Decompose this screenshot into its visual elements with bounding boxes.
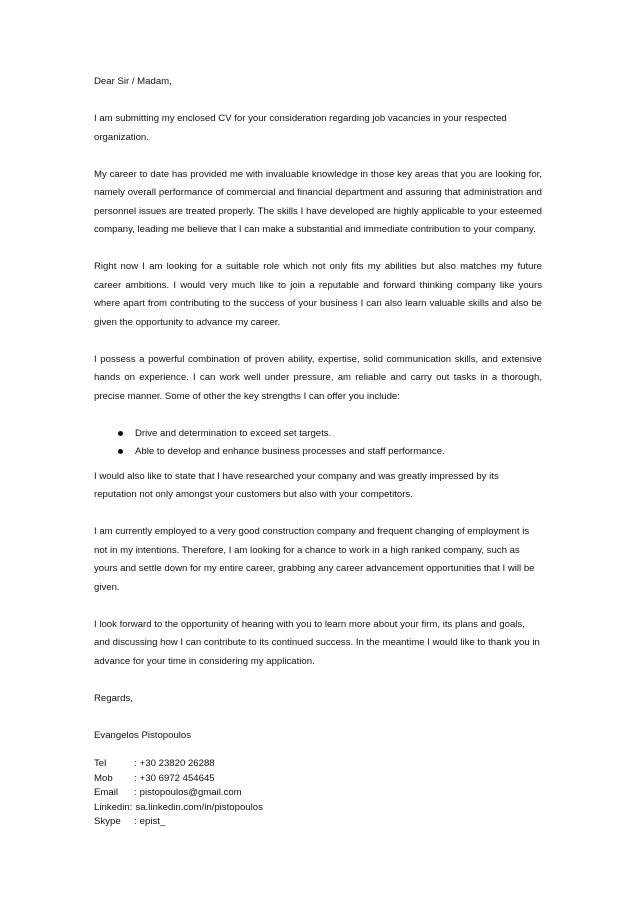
contact-value: +30 23820 26288 [139, 758, 215, 769]
paragraph-research: I would also like to state that I have researched your company and was greatly impressed by its reputation not only amongst your customers but also with your competitors. [94, 470, 499, 500]
contact-label: Linkedin [94, 801, 130, 813]
cover-letter [94, 73, 542, 830]
contact-row-mob [94, 772, 542, 787]
contact-label: Tel [94, 758, 107, 769]
contact-colon: : [134, 816, 137, 828]
contact-label: Skype [94, 816, 121, 828]
closing: Regards, [94, 692, 133, 704]
contact-row-email [94, 786, 542, 801]
contact-details [94, 757, 542, 830]
contact-value: pistopoulos@gmail.com [139, 787, 242, 799]
contact-row-skype [94, 815, 542, 830]
strengths-list [94, 425, 542, 462]
salutation: Dear Sir / Madam, [94, 76, 172, 87]
list-item [94, 425, 542, 444]
contact-label: Email [94, 787, 118, 799]
contact-colon: : [129, 801, 133, 813]
contact-row-tel [94, 757, 542, 772]
bullet-icon [118, 449, 123, 454]
list-item [94, 443, 542, 462]
paragraph-employment: I am currently employed to a very good construction company and frequent changing of employment is not in my intentions. Therefore, I am looking for a chance to work in a high ranked company, such as yours and settle down for my entire career, grabbing any career advancement opportunities that I will be given. [94, 526, 535, 593]
contact-value: sa.linkedin.com/in/pistopoulos [135, 801, 263, 813]
list-item-text: Able to develop and enhance business processes and staff performance. [135, 446, 445, 457]
paragraph-ambitions: Right now I am looking for a suitable role which not only fits my abilities but also matches my future career ambitions. I would very much like to join a reputable and forward thinking company like yours where apart from contributing to the success of your business I can also learn valuable skills and also be given the opportunity to advance my career. [94, 261, 542, 328]
list-item-text: Drive and determination to exceed set targets. [135, 427, 332, 439]
contact-colon: : [134, 758, 137, 769]
contact-label: Mob [94, 772, 113, 784]
contact-colon: : [134, 772, 137, 784]
bullet-icon [118, 431, 123, 436]
contact-value: +30 6972 454645 [139, 772, 215, 784]
signature: Evangelos Pistopoulos [94, 729, 192, 741]
paragraph-career: My career to date has provided me with invaluable knowledge in those key areas that you are looking for, namely overall performance of commercial and financial department and assuring that administration and personnel issues are treated properly. The skills I have developed are highly applicable to your esteemed company, leading me believe that I can make a substantial and immediate contribution to your company. [94, 168, 542, 235]
paragraph-closing-remarks: I look forward to the opportunity of hearing with you to learn more about your firm, its plans and goals, and discussing how I can contribute to its continued success. In the meantime I would like to thank you in advance for your time in considering my application. [94, 618, 540, 667]
contact-value: epist_ [139, 816, 166, 828]
contact-colon: : [134, 787, 137, 799]
paragraph-skills: I possess a powerful combination of proven ability, expertise, solid communication skills, and extensive hands on experience. I can work well under pressure, am reliable and carry out tasks in a thorough, precise manner. Some of other the key strengths I can offer you include: [94, 353, 542, 402]
paragraph-intro: I am submitting my enclosed CV for your consideration regarding job vacancies in your respected organization. [94, 113, 507, 143]
contact-row-linkedin [94, 801, 542, 816]
